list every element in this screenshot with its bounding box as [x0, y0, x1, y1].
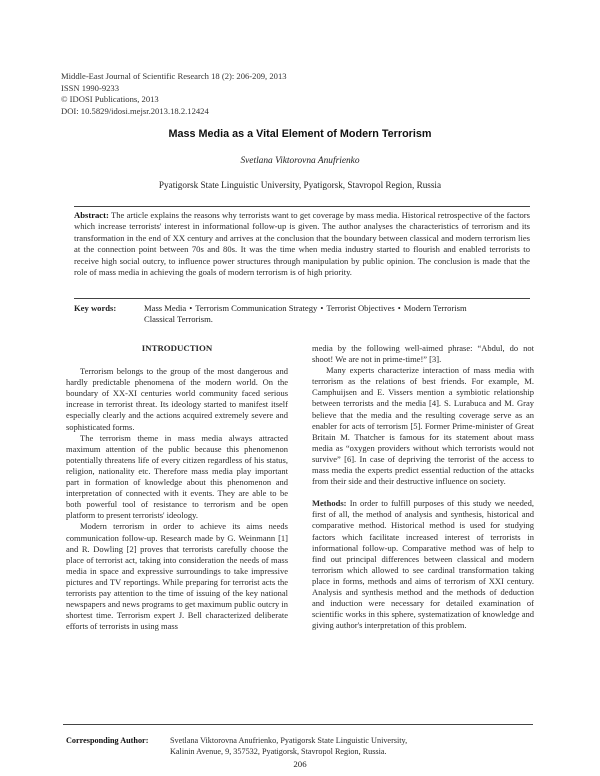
footer-rule — [63, 724, 533, 725]
keyword: Modern Terrorism — [403, 303, 467, 313]
keyword: Mass Media — [144, 303, 187, 313]
author-name: Svetlana Viktorovna Anufrienko — [240, 156, 360, 166]
left-column — [66, 343, 288, 632]
doi: DOI: 10.5829/idosi.mejsr.2013.18.2.12424 — [61, 105, 209, 116]
page-number: 206 — [293, 759, 307, 769]
abstract — [74, 210, 530, 278]
journal-citation: Middle-East Journal of Scientific Research 18 (2): 206-209, 2013 — [61, 71, 287, 81]
corresponding-author-line: Svetlana Viktorovna Anufrienko, Pyatigorsk State Linguistic University, — [170, 736, 408, 745]
paragraph: Modern terrorism in order to achieve its aims needs communication follow-up. Research made by G. Weinmann [1] and R. Dowling [2] proves that terrorists carefully choose the place of terrorist act, taking into consideration the needs of mass media in space and expressive surroundings to take impressive pictures and TV reportings. While preparing for terrorist acts the terrorists pay attention to the time of issuing of the key national newspapers and news programs to get maximum public outcry in shortest time. Terrorism expert J. Bell characterized deliberate efforts of terrorists in using mass — [66, 521, 288, 632]
methods-label: Methods: — [312, 498, 347, 509]
abstract-bottom-rule — [74, 298, 530, 299]
issn: ISSN 1990-9233 — [61, 82, 120, 93]
paragraph-gap — [312, 487, 534, 498]
methods-text: In order to fulfill purposes of this study we needed, first of all, the method of analysis and synthesis, historical and comparative method. Historical method is used for studying factors which facilitate increased interest of terrorists in informational follow-up. Comparative method was of help to find out principal differences between classical and modern terrorism which allowed to see cardinal transformation taking place in forms, methods and aims of terrorism of XXI century. Analysis and synthesis method and the methods of deduction and induction were necessary for detailed examination of scientific works in this sphere, systematization of knowledge and giving author's interpretation of this problem. — [312, 498, 535, 631]
paragraph: Many experts characterize interaction of mass media with terrorism as the relations of best friends. For example, M. Camphuijsen and E. Vissers mention a symbiotic relationship between terrorists and the media [4]. S. Lurabuca and M. Gray believe that the media and the resulting coverage serve as an enabler for acts of terrorism [5]. Former Prime-minister of Great Britain M. Thatcher is famous for its statement about mass media as “oxygen providers without which terrorists would not survive” [6]. In case of depriving the terrorist of the access to mass media the experts predict essential reduction of the attacks from their side and their destructive influence on society. — [312, 365, 534, 487]
keyword: Terrorist Objectives — [326, 303, 395, 313]
keywords-list — [144, 303, 530, 326]
keywords — [74, 303, 530, 326]
section-heading-introduction: INTRODUCTION — [141, 343, 213, 353]
right-column — [312, 343, 534, 631]
journal-header — [61, 71, 287, 117]
abstract-top-rule — [74, 206, 530, 207]
paragraph: Terrorism belongs to the group of the most dangerous and hardly predictable phenomena of the modern world. On the boundary of XX-XI centuries world community faced serious increase in terrorist threat. Its ideology started to manifest itself especially clearly and the actions acquired extremely severe and sophisticated forms. — [66, 366, 288, 432]
keyword-separator: • — [320, 303, 324, 313]
abstract-text: The article explains the reasons why terrorists want to get coverage by mass media. Historical retrospective of the factors which increase terrorists' interest in informational follow-up is given. The author analyses the characteristics of terrorism and its transformation in the end of XX century and arrives at the conclusion that the boundary between classical and modern terrorism lies at the connection point between 70s and 80s. It was the time when media industry started to flourish and enabled terrorists to receive high social outcry, to influence power structures through manipulation by public opinion. The conclusion is made that the role of mass media in achieving the goals of modern terrorism is of high priority. — [74, 210, 531, 278]
paragraph-continuation: media by the following well-aimed phrase: “Abdul, do not shoot! We are not in prime-time!” [3]. — [312, 343, 534, 365]
paragraph: The terrorism theme in mass media always attracted maximum attention of the public because this phenomenon potentially threatens life of every citizen regardless of his status, religion, nationality etc. Therefore mass media play important part in formation of knowledge about this phenomenon and interpretation of connected with it events. They are able to be both powerful tool of resistance to terrorism and be open platform to present terrorists' ideology. — [66, 432, 288, 521]
keyword: Terrorism Communication Strategy — [195, 303, 318, 313]
corresponding-author-details — [170, 735, 407, 757]
keywords-label: Key words: — [74, 303, 117, 313]
paper-title: Mass Media as a Vital Element of Modern Terrorism — [168, 128, 432, 140]
keyword-separator: • — [189, 303, 193, 313]
corresponding-author-line: Kalinin Avenue, 9, 357532, Pyatigorsk, Stavropol Region, Russia. — [170, 747, 387, 757]
corresponding-author-label: Corresponding Author: — [66, 736, 149, 745]
abstract-label: Abstract: — [74, 210, 109, 220]
keyword-separator: • — [397, 303, 401, 313]
methods-paragraph — [312, 498, 534, 631]
corresponding-author — [66, 735, 407, 757]
copyright: © IDOSI Publications, 2013 — [61, 94, 159, 105]
keyword: Classical Terrorism. — [144, 314, 213, 325]
author-affiliation: Pyatigorsk State Linguistic University, Pyatigorsk, Stavropol Region, Russia — [158, 180, 442, 190]
